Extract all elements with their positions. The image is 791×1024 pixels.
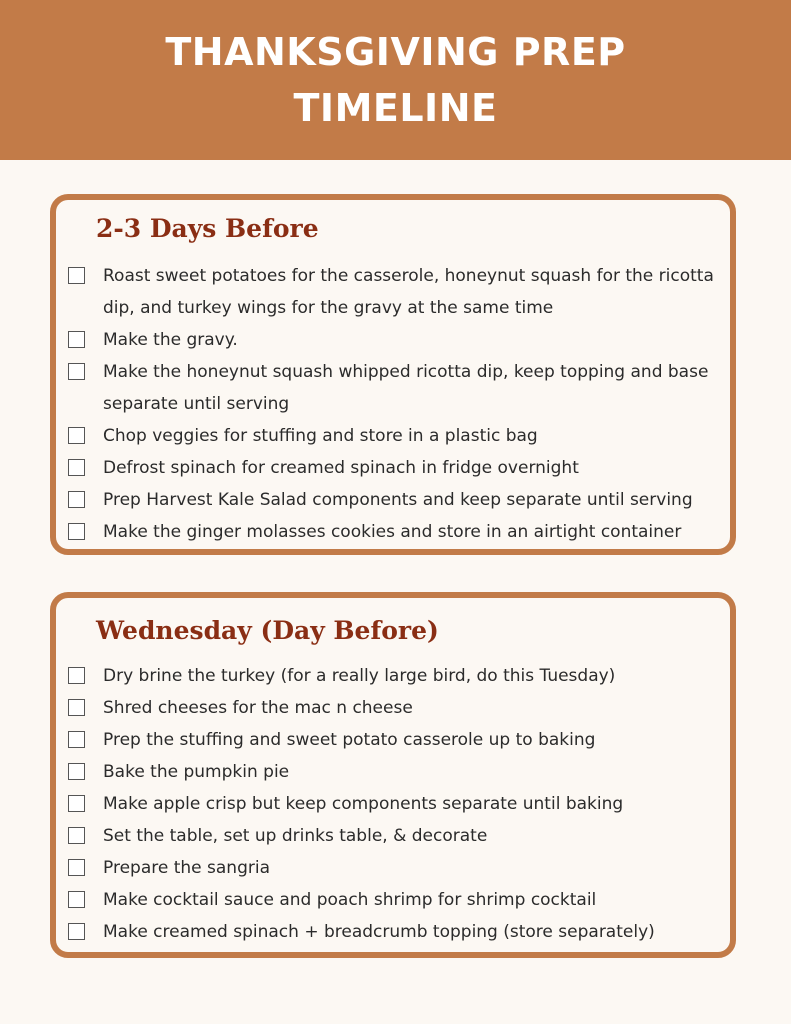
checklist-item: [64, 884, 722, 916]
checklist-item: [64, 516, 722, 548]
checklist-item-text: Prep Harvest Kale Salad components and keep separate until serving: [103, 490, 693, 510]
checklist-item-text: Dry brine the turkey (for a really large bird, do this Tuesday): [103, 666, 616, 686]
checklist-item-text: Roast sweet potatoes for the casserole, honeynut squash for the ricotta dip, and turkey wings for the gravy at the same time: [103, 266, 714, 318]
checklist-item: [64, 852, 722, 884]
checklist-item: [64, 420, 722, 452]
checklist-item: [64, 756, 722, 788]
checklist-item-text: Chop veggies for stuffing and store in a plastic bag: [103, 426, 538, 446]
checkbox[interactable]: [68, 267, 85, 284]
checkbox[interactable]: [68, 667, 85, 684]
checklist-item-text: Make the ginger molasses cookies and store in an airtight container: [103, 522, 682, 542]
checkbox[interactable]: [68, 363, 85, 380]
checklist-item-text: Prepare the sangria: [103, 858, 270, 878]
checklist-item-text: Bake the pumpkin pie: [103, 762, 290, 782]
checklist-item: [64, 916, 722, 948]
checklist-item: [64, 660, 722, 692]
checklist-item: [64, 692, 722, 724]
checkbox[interactable]: [68, 859, 85, 876]
checklist-item-text: Shred cheeses for the mac n cheese: [103, 698, 413, 718]
section-card-wednesday: [50, 592, 736, 958]
checkbox[interactable]: [68, 331, 85, 348]
checklist-item-text: Set the table, set up drinks table, & decorate: [103, 826, 488, 846]
checklist: [64, 260, 722, 548]
checklist-item-text: Make the gravy.: [103, 330, 238, 350]
checkbox[interactable]: [68, 891, 85, 908]
checklist-item-text: Prep the stuffing and sweet potato casserole up to baking: [103, 730, 596, 750]
section-title: 2-3 Days Before: [96, 214, 319, 243]
checklist-item: [64, 788, 722, 820]
checklist-item-text: Defrost spinach for creamed spinach in fridge overnight: [103, 458, 579, 478]
checkbox[interactable]: [68, 491, 85, 508]
section-card-2-3-days-before: [50, 194, 736, 555]
checklist-item: [64, 324, 722, 356]
checklist-item-text: Make cocktail sauce and poach shrimp for shrimp cocktail: [103, 890, 597, 910]
checklist-item: [64, 260, 722, 324]
checklist-item: [64, 452, 722, 484]
checklist-item: [64, 356, 722, 420]
checkbox[interactable]: [68, 827, 85, 844]
checklist-item-text: Make apple crisp but keep components separate until baking: [103, 794, 624, 814]
checkbox[interactable]: [68, 459, 85, 476]
checkbox[interactable]: [68, 763, 85, 780]
checkbox[interactable]: [68, 427, 85, 444]
checkbox[interactable]: [68, 523, 85, 540]
checklist-item-text: Make the honeynut squash whipped ricotta dip, keep topping and base separate until serving: [103, 362, 709, 414]
page-title-line-2: TIMELINE: [293, 86, 498, 130]
header-banner: [0, 0, 791, 160]
checklist-item-text: Make creamed spinach + breadcrumb topping (store separately): [103, 922, 655, 942]
checkbox[interactable]: [68, 731, 85, 748]
checklist-item: [64, 724, 722, 756]
checkbox[interactable]: [68, 795, 85, 812]
checklist: [64, 660, 722, 948]
checklist-item: [64, 820, 722, 852]
checkbox[interactable]: [68, 923, 85, 940]
page-title-line-1: THANKSGIVING PREP: [165, 30, 626, 74]
checklist-item: [64, 484, 722, 516]
section-title: Wednesday (Day Before): [96, 616, 439, 645]
checkbox[interactable]: [68, 699, 85, 716]
